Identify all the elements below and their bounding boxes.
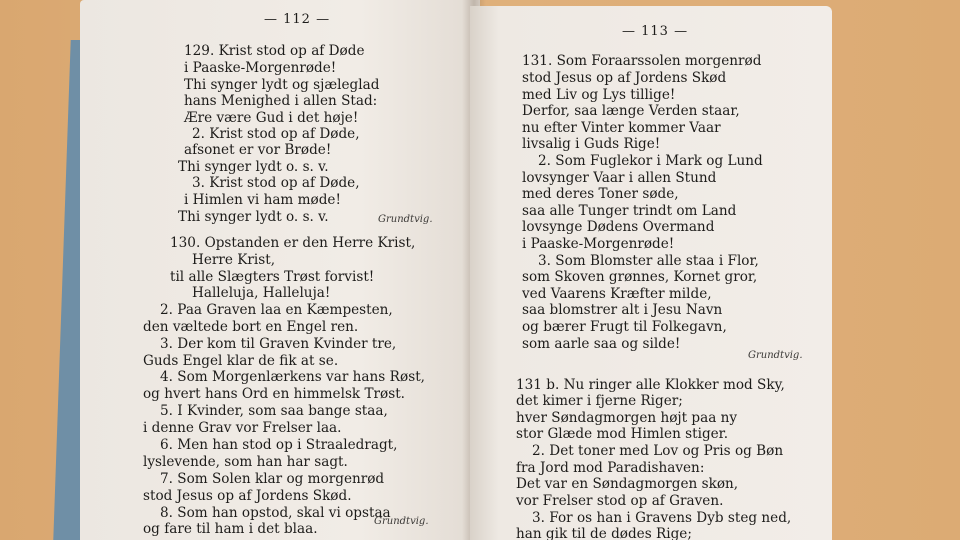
text-line: Det var en Søndagmorgen skøn, <box>516 476 739 492</box>
text-line: 3. Krist stod op af Døde, <box>192 175 360 191</box>
hymn-130-line-1: 130. Opstanden er den Herre Krist, <box>170 235 416 251</box>
text-line: Ære være Gud i det høje! <box>184 110 359 126</box>
text-line: Thi synger lydt og sjæleglad <box>184 77 380 93</box>
text-line: ved Vaarens Kræfter milde, <box>522 286 712 302</box>
text-line: fra Jord mod Paradishaven: <box>516 460 705 476</box>
text-line: og bærer Frugt til Folkegavn, <box>522 319 727 335</box>
text-line: 2. Som Fuglekor i Mark og Lund <box>538 153 763 169</box>
text-line: og hvert hans Ord en himmelsk Trøst. <box>143 386 405 402</box>
text-line: 6. Men han stod op i Straaledragt, <box>160 437 398 453</box>
text-line: stod Jesus op af Jordens Skød <box>522 70 727 86</box>
text-line: 7. Som Solen klar og morgenrød <box>160 471 385 487</box>
text-line: nu efter Vinter kommer Vaar <box>522 120 721 136</box>
text-line: med deres Toner søde, <box>522 186 679 202</box>
attribution: Grundtvig. <box>748 350 803 361</box>
text-line: som Skoven grønnes, Kornet gror, <box>522 269 758 285</box>
text-line: det kimer i fjerne Riger; <box>516 393 683 409</box>
text-line: Derfor, saa længe Verden staar, <box>522 103 740 119</box>
text-line: 3. Som Blomster alle staa i Flor, <box>538 253 759 269</box>
text-line: 2. Paa Graven laa en Kæmpesten, <box>160 302 393 318</box>
text-line: i Himlen vi ham møde! <box>184 192 341 208</box>
attribution: Grundtvig. <box>374 516 429 527</box>
attribution: Grundtvig. <box>378 214 433 225</box>
text-line: saa alle Tunger trindt om Land <box>522 203 737 219</box>
left-page <box>80 0 480 540</box>
text-line: lovsynge Dødens Overmand <box>522 219 715 235</box>
text-line: saa blomstrer alt i Jesu Navn <box>522 302 723 318</box>
text-line: 2. Krist stod op af Døde, <box>192 126 360 142</box>
text-line: med Liv og Lys tillige! <box>522 87 676 103</box>
text-line: 3. For os han i Gravens Dyb steg ned, <box>532 510 792 526</box>
text-line: hver Søndagmorgen højt paa ny <box>516 410 738 426</box>
text-line: lovsynger Vaar i allen Stund <box>522 170 717 186</box>
text-line: 8. Som han opstod, skal vi opstaa <box>160 505 391 521</box>
text-line: Halleluja, Halleluja! <box>192 285 331 301</box>
text-line: i Paaske-Morgenrøde! <box>184 60 337 76</box>
text-line: 4. Som Morgenlærkens var hans Røst, <box>160 369 426 385</box>
text-line: som aarle saa og silde! <box>522 336 681 352</box>
page-number: — 113 — <box>622 24 689 39</box>
text-line: 5. I Kvinder, som saa bange staa, <box>160 403 388 419</box>
text-line: i Paaske-Morgenrøde! <box>522 236 675 252</box>
text-line: til alle Slægters Trøst forvist! <box>170 269 375 285</box>
text-line: stod Jesus op af Jordens Skød. <box>143 488 352 504</box>
text-line: og fare til ham i det blaa. <box>143 521 318 537</box>
page-number: — 112 — <box>264 12 331 27</box>
text-line: 2. Det toner med Lov og Pris og Bøn <box>532 443 784 459</box>
hymn-131b-line-1: 131 b. Nu ringer alle Klokker mod Sky, <box>516 377 785 393</box>
hymn-131-line-1: 131. Som Foraarssolen morgenrød <box>522 53 762 69</box>
text-line: Herre Krist, <box>192 252 276 268</box>
text-line: lyslevende, som han har sagt. <box>143 454 348 470</box>
text-line: vor Frelser stod op af Graven. <box>516 493 724 509</box>
text-line: den væltede bort en Engel ren. <box>143 319 359 335</box>
text-line: afsonet er vor Brøde! <box>184 142 332 158</box>
text-line: i denne Grav vor Frelser laa. <box>143 420 342 436</box>
hymn-129-line-1: 129. Krist stod op af Døde <box>184 43 365 59</box>
text-line: stor Glæde mod Himlen stiger. <box>516 426 729 442</box>
text-line: Guds Engel klar de fik at se. <box>143 353 339 369</box>
text-line: hans Menighed i allen Stad: <box>184 93 378 109</box>
right-page <box>470 6 832 540</box>
text-line: Thi synger lydt o. s. v. <box>178 159 329 175</box>
text-line: Thi synger lydt o. s. v. <box>178 209 329 225</box>
text-line: han gik til de dødes Rige; <box>516 526 692 540</box>
text-line: 3. Der kom til Graven Kvinder tre, <box>160 336 397 352</box>
text-line: livsalig i Guds Rige! <box>522 136 661 152</box>
